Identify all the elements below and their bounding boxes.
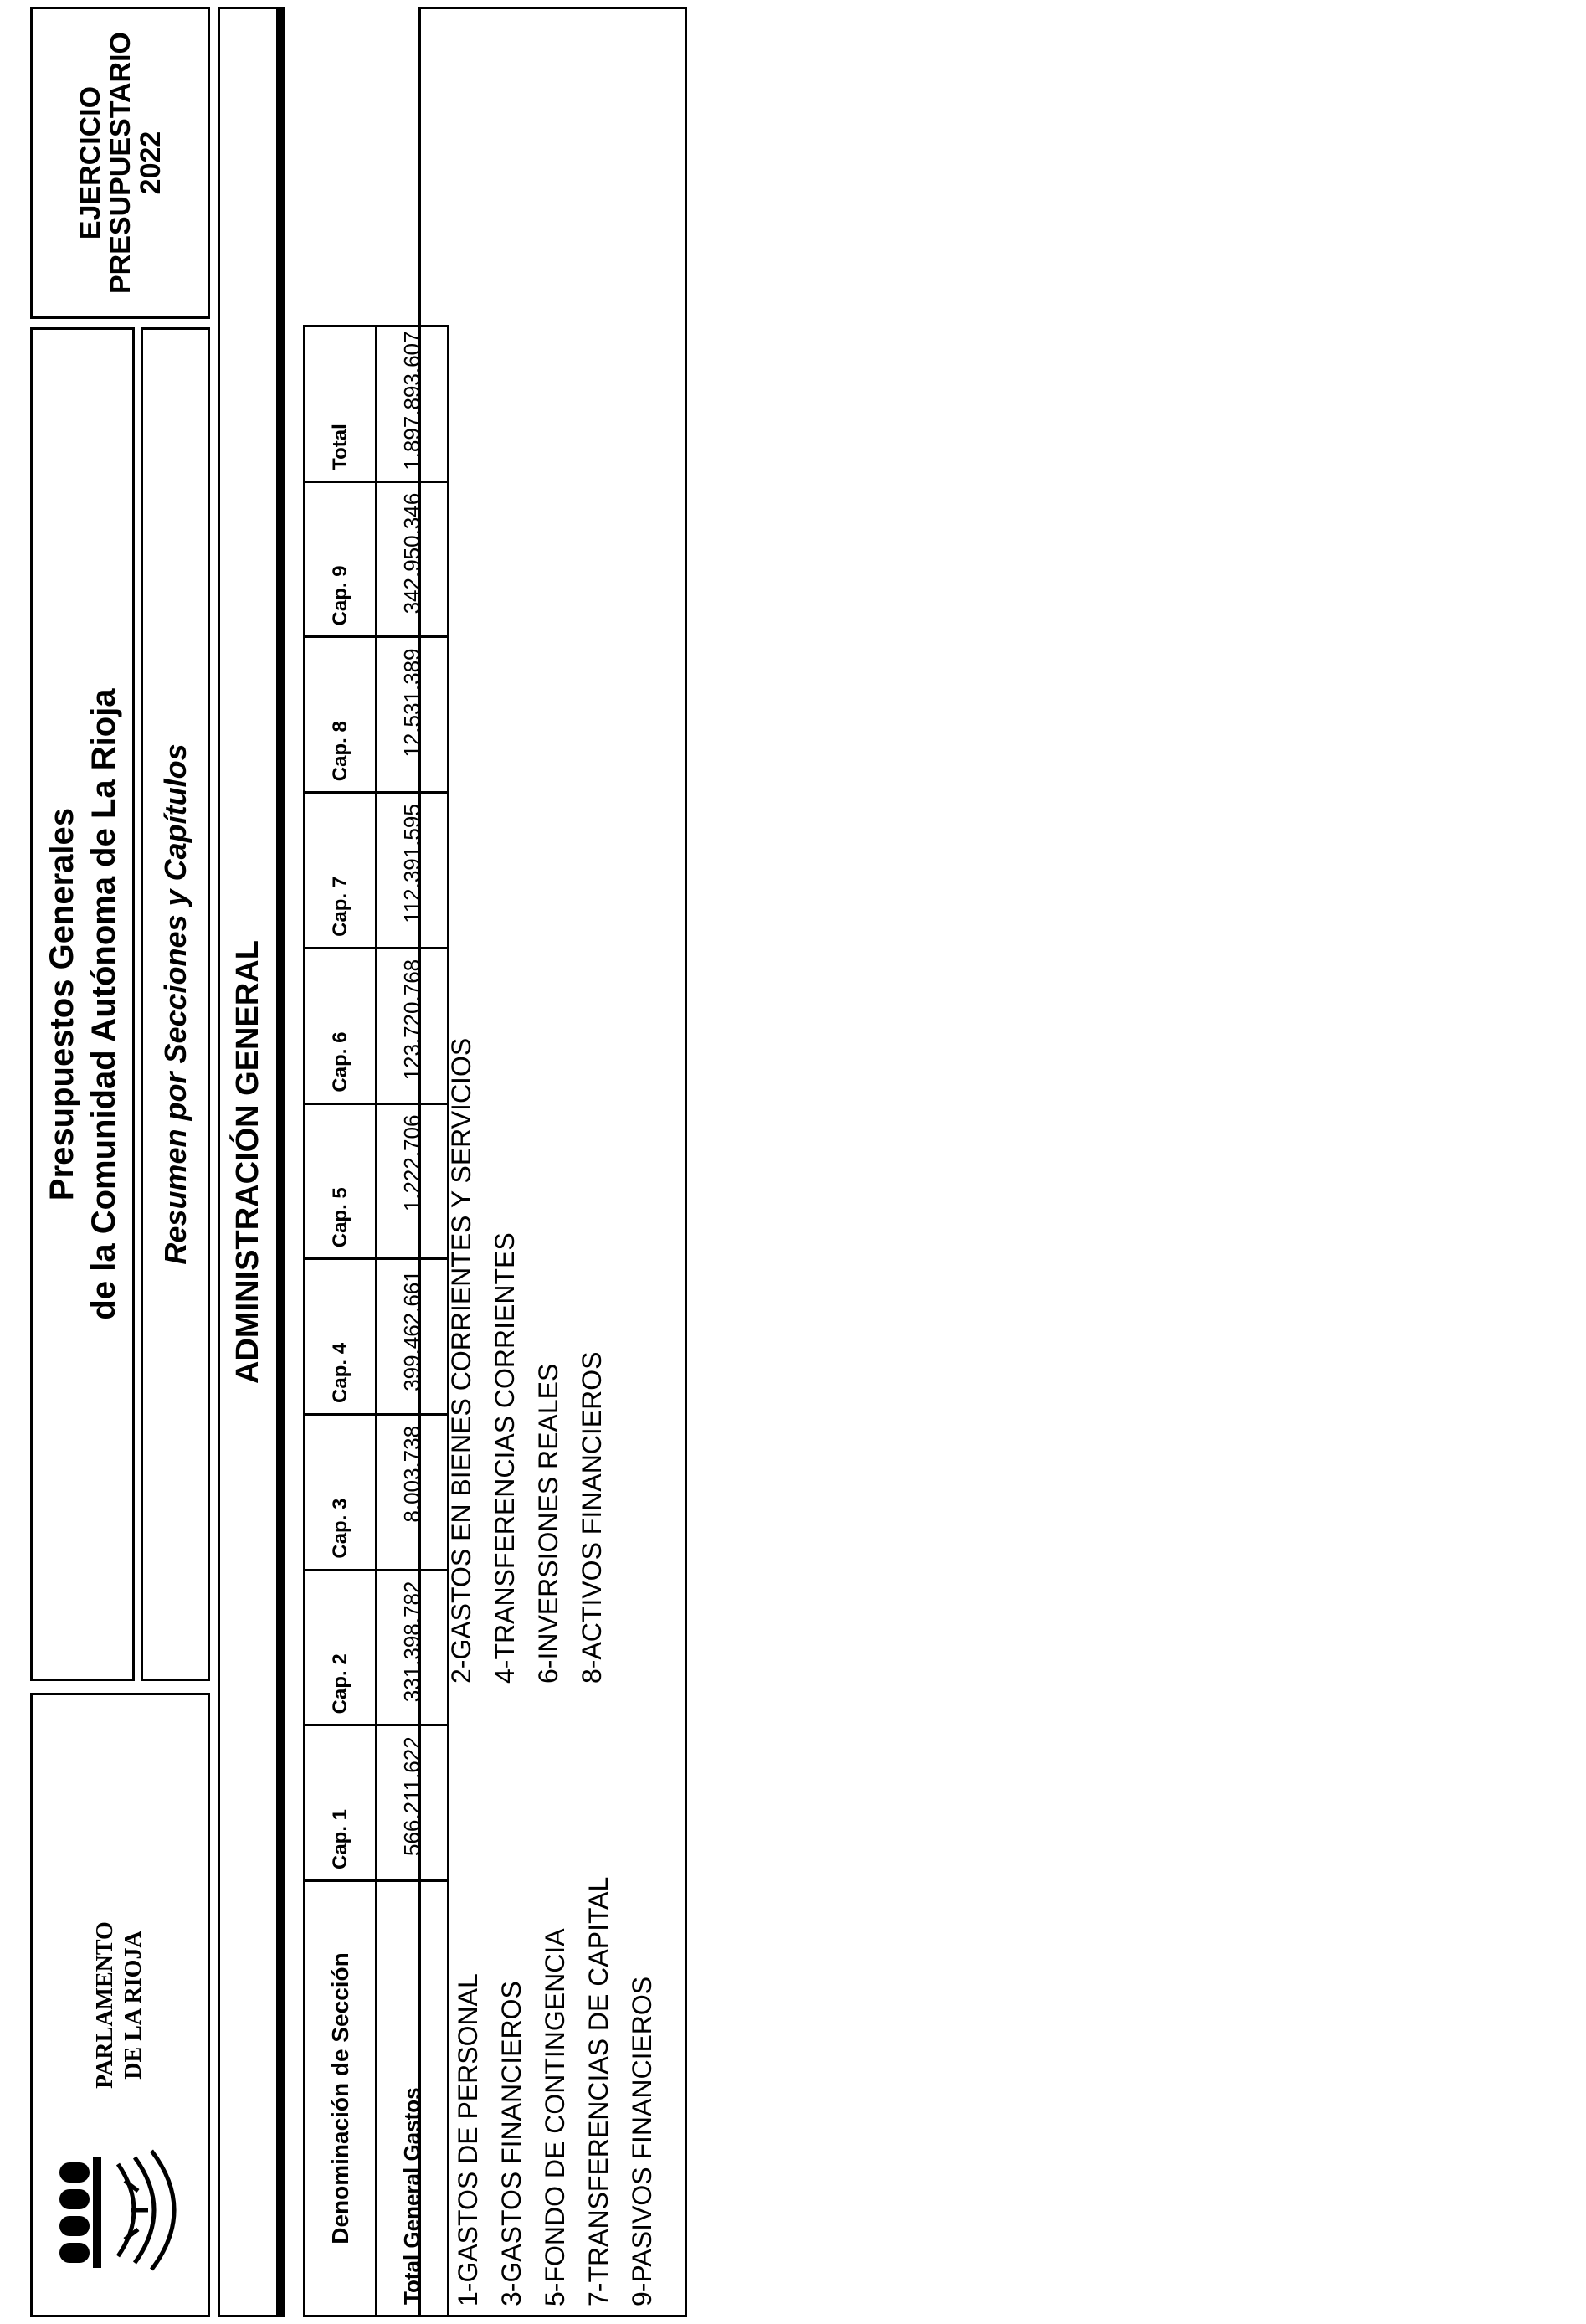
- header-section-name: Denominación de Sección: [305, 1881, 377, 2316]
- chapter-legend: [418, 7, 687, 2317]
- page-title-line-2: de la Comunidad Autónoma de La Rioja: [85, 688, 122, 1320]
- header-cap-1: Cap. 1: [305, 1725, 377, 1881]
- logo-text: [91, 1896, 148, 2114]
- legend-column-even: [439, 1038, 613, 1684]
- logo-line-2: DE LA RIOJA: [121, 1931, 146, 2080]
- cell-cap-5: 1.222.706: [377, 1103, 449, 1259]
- header-cap-8: Cap. 8: [305, 637, 377, 793]
- table-header-row: [305, 326, 377, 2316]
- section-rule: [279, 7, 285, 2317]
- legend-item: 7-TRANSFERENCIAS DE CAPITAL: [583, 1876, 613, 2306]
- cell-cap-4: 399.462.661: [377, 1259, 449, 1415]
- header-cap-5: Cap. 5: [305, 1103, 377, 1259]
- cell-cap-2: 331.398.782: [377, 1570, 449, 1725]
- logo-box: [30, 1693, 210, 2317]
- header-total: Total: [305, 326, 377, 482]
- cell-total: 1.897.893.607: [377, 326, 449, 482]
- legend-item: 2-GASTOS EN BIENES CORRIENTES Y SERVICIOS: [446, 1037, 476, 1684]
- legend-item: 3-GASTOS FINANCIEROS: [496, 1981, 526, 2306]
- section-title-box: [218, 7, 279, 2317]
- header-cap-9: Cap. 9: [305, 481, 377, 637]
- title-box: [30, 327, 135, 1681]
- legend-item: 5-FONDO DE CONTINGENCIA: [540, 1928, 570, 2306]
- legend-item: 8-ACTIVOS FINANCIEROS: [577, 1351, 607, 1684]
- exercise-line-2: PRESUPUESTARIO: [104, 32, 136, 294]
- page-title-line-1: Presupuestos Generales: [43, 807, 80, 1201]
- page-subtitle: Resumen por Secciones y Capítulos: [157, 743, 192, 1265]
- row-section-name: Total General Gastos: [377, 1881, 449, 2316]
- subtitle-box: [141, 327, 210, 1681]
- legend-item: 1-GASTOS DE PERSONAL: [453, 1973, 483, 2306]
- exercise-year: 2022: [134, 131, 167, 195]
- header-cap-4: Cap. 4: [305, 1259, 377, 1415]
- header-cap-3: Cap. 3: [305, 1414, 377, 1570]
- cell-cap-7: 112.391.595: [377, 793, 449, 949]
- cell-cap-6: 123.720.768: [377, 948, 449, 1103]
- header-cap-2: Cap. 2: [305, 1570, 377, 1725]
- legend-column-odd: [446, 1877, 664, 2306]
- logo-line-1: PARLAMENTO: [92, 1921, 118, 2089]
- cell-cap-8: 12.531.389: [377, 637, 449, 793]
- header-cap-6: Cap. 6: [305, 948, 377, 1103]
- exercise-box: [30, 7, 210, 319]
- cell-cap-3: 8.003.738: [377, 1414, 449, 1570]
- legend-item: 6-INVERSIONES REALES: [533, 1363, 563, 1684]
- parliament-emblem-icon: [41, 2131, 200, 2290]
- legend-item: 9-PASIVOS FINANCIEROS: [627, 1976, 657, 2306]
- section-title: ADMINISTRACIÓN GENERAL: [230, 940, 265, 1384]
- cell-cap-1: 566.211.622: [377, 1725, 449, 1881]
- header-cap-7: Cap. 7: [305, 793, 377, 949]
- legend-item: 4-TRANSFERENCIAS CORRIENTES: [490, 1232, 520, 1684]
- exercise-line-1: EJERCICIO: [74, 85, 106, 240]
- cell-cap-9: 342.950.346: [377, 481, 449, 637]
